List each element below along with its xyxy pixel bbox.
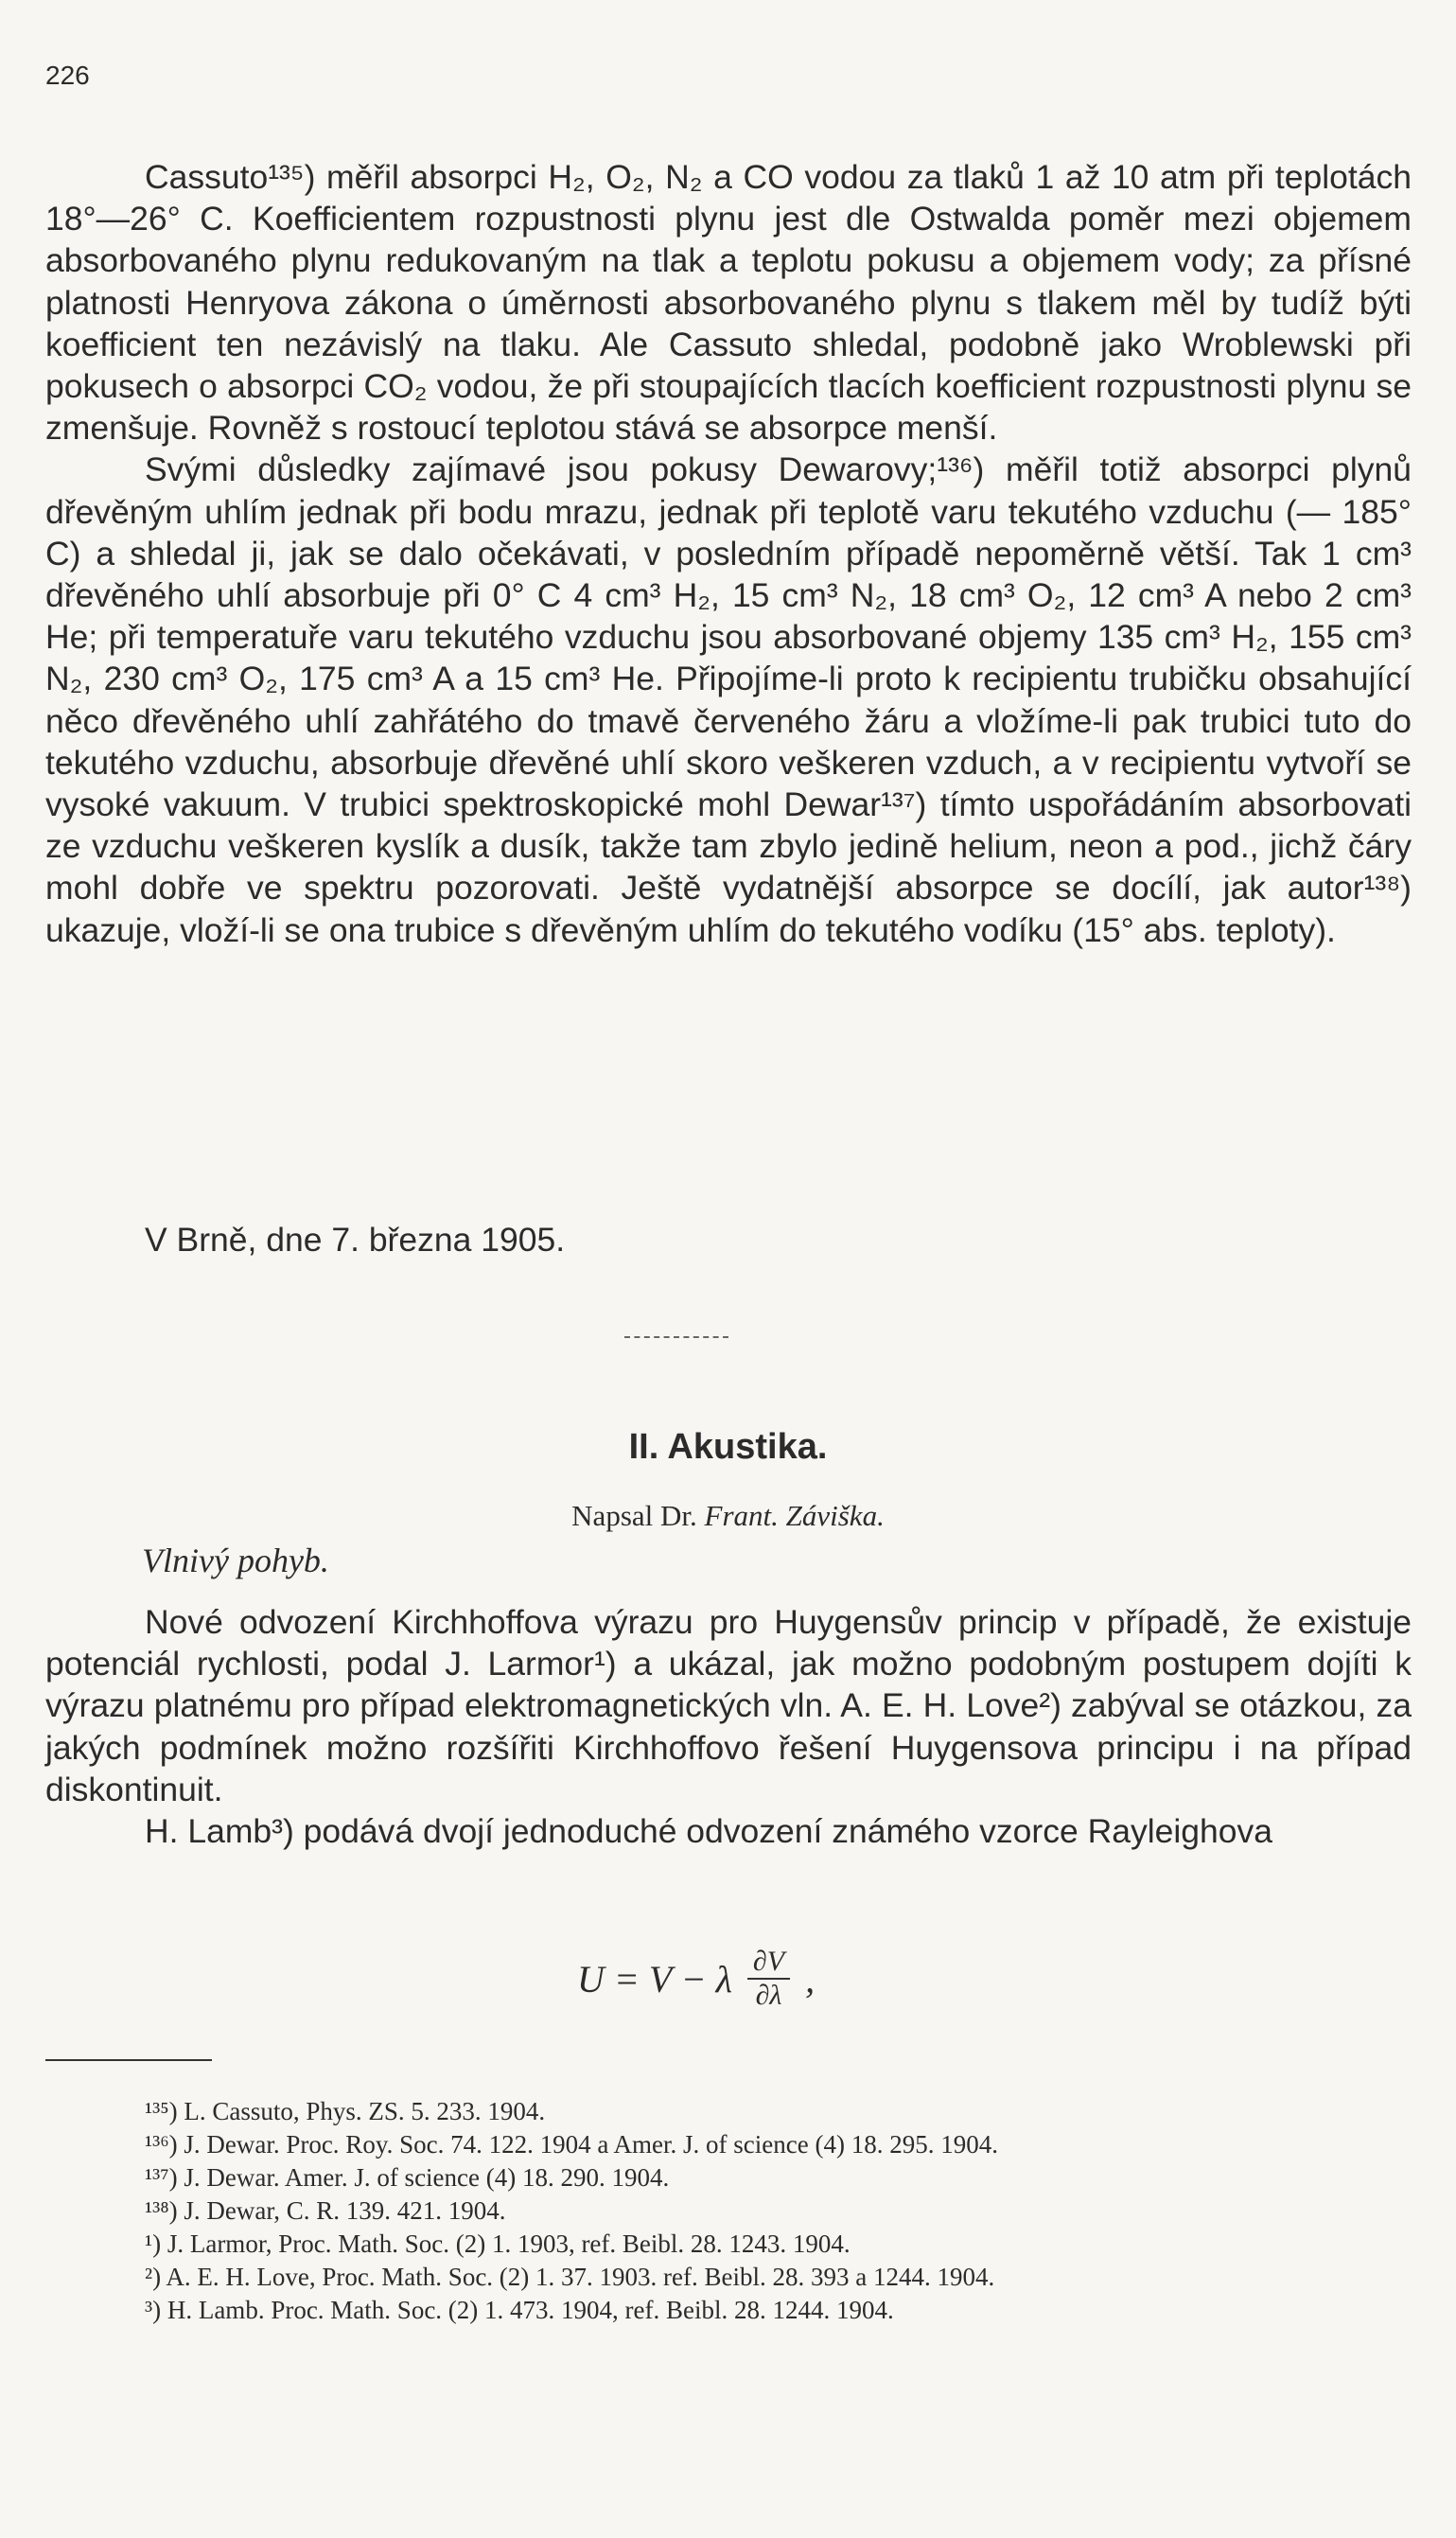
formula-numerator: ∂V — [747, 1946, 790, 1980]
author-line — [0, 1499, 1456, 1533]
footnotes — [45, 2095, 1412, 2327]
acoustics-text-block — [45, 1601, 1412, 1852]
section-title: II. Akustika. — [628, 1427, 828, 1467]
footnote: ¹³⁶) J. Dewar. Proc. Roy. Soc. 74. 122. 1904 a Amer. J. of science (4) 18. 295. 1904. — [145, 2130, 998, 2159]
subsection-title: Vlnivý pohyb. — [142, 1542, 329, 1579]
author-prefix: Napsal Dr. — [571, 1499, 697, 1532]
paragraph-lamb: H. Lamb³) podává dvojí jednoduché odvození známého vzorce Rayleighova — [145, 1812, 1272, 1851]
formula-lhs: U = V − λ — [577, 1957, 732, 2000]
author-name: Frant. Záviška. — [704, 1499, 885, 1532]
formula-fraction — [747, 1946, 790, 2012]
paragraph-dewar: Svými důsledky zajímavé jsou pokusy Dewarovy;¹³⁶) měřil totiž absorpci plynů dřevěným uhlím jednak při bodu mrazu, jednak při teplotě varu tekutého vzduchu (— 185° C) a shledal ji, jak se dalo očekávati, v posledním případě nepoměrně větší. Tak 1 cm³ dřevěného uhlí absorbuje při 0° C 4 cm³ H₂, 15 cm³ N₂, 18 cm³ O₂, 12 cm³ A nebo 2 cm³ He; při temperatuře varu tekutého vzduchu jsou absorbované objemy 135 cm³ H₂, 155 cm³ N₂, 230 cm³ O₂, 175 cm³ A a 15 cm³ He. Připojíme-li proto k recipientu trubičku obsahující něco dřevěného uhlí zahřátého do tmavě červeného žáru a vložíme-li pak trubici tuto do tekutého vzduchu, absorbuje dřevěné uhlí skoro veškeren vzduch, a v recipientu vytvoří se vysoké vakuum. V trubici spektroskopické mohl Dewar¹³⁷) tímto uspořádáním absorbovati ze vzduchu veškeren kyslík a dusík, takže tam zbylo jedině helium, neon a pod., jichž čáry mohl dobře ve spektru pozorovati. Ještě vydatnější absorpce se docílí, jak autor¹³⁸) ukazuje, vloží-li se ona trubice s dřevěným uhlím do tekutého vodíku (15° abs. teploty). — [45, 450, 1412, 949]
paragraph-cassuto: Cassuto¹³⁵) měřil absorpci H₂, O₂, N₂ a CO vodou za tlaků 1 až 10 atm při teplotách 18°—26° C. Koefficientem rozpustnosti plynu jest dle Ostwalda poměr mezi objemem absorbovaného plynu redukovaným na tlak a teplotu pokusu a objemem vody; za přísné platnosti Henryova zákona o úměrnosti absorbovaného plynu s tlakem měl by tudíž býti koefficient ten nezávislý na tlaku. Ale Cassuto shledal, podobně jako Wroblewski při pokusech o absorpci CO₂ vodou, že při stoupajících tlacích koefficient rozpustnosti plynu se zmenšuje. Rovněž s rostoucí teplotou stává se absorpce menší. — [45, 158, 1412, 448]
footnote: ¹³⁸) J. Dewar, C. R. 139. 421. 1904. — [145, 2196, 506, 2225]
footnote: ¹) J. Larmor, Proc. Math. Soc. (2) 1. 1903, ref. Beibl. 28. 1243. 1904. — [145, 2230, 851, 2258]
paragraph-kirchhoff: Nové odvození Kirchhoffova výrazu pro Huygensův princip v případě, že existuje potenciál rychlosti, podal J. Larmor¹) a ukázal, jak možno podobným postupem dojíti k výrazu platnému pro případ elektromagnetických vln. A. E. H. Love²) zabýval se otázkou, za jakých podmínek možno rozšířiti Kirchhoffovo řešení Huygensova principu i na případ diskontinuit. — [45, 1603, 1412, 1808]
footnote: ¹³⁵) L. Cassuto, Phys. ZS. 5. 233. 1904. — [145, 2097, 546, 2125]
date-line: V Brně, dne 7. března 1905. — [145, 1221, 566, 1259]
footnote-separator — [45, 2059, 212, 2061]
footnote: ¹³⁷) J. Dewar. Amer. J. of science (4) 18. 290. 1904. — [145, 2163, 670, 2192]
rayleigh-formula — [577, 1946, 815, 2012]
formula-denominator: ∂λ — [755, 1980, 782, 2011]
footnote: ²) A. E. H. Love, Proc. Math. Soc. (2) 1. 37. 1903. ref. Beibl. 28. 393 a 1244. 1904. — [145, 2263, 995, 2291]
section-divider — [624, 1336, 728, 1338]
formula-comma: , — [805, 1957, 816, 2000]
main-text-block — [45, 156, 1412, 951]
page-number: 226 — [45, 61, 90, 90]
footnote: ³) H. Lamb. Proc. Math. Soc. (2) 1. 473. 1904, ref. Beibl. 28. 1244. 1904. — [145, 2296, 894, 2324]
